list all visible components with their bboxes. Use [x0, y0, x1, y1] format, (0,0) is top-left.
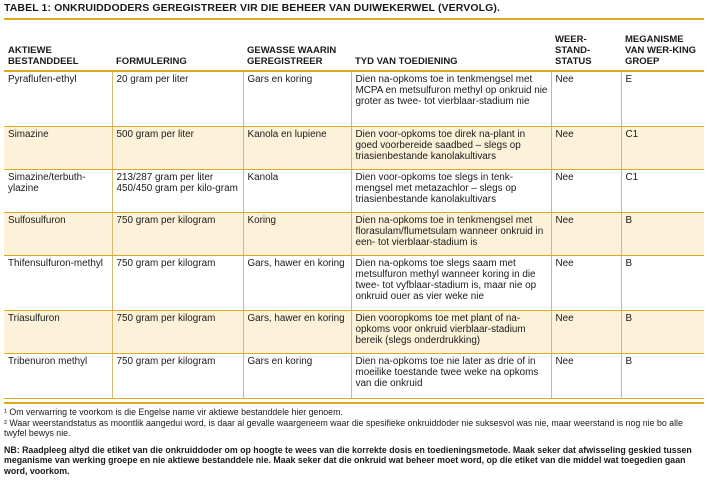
cell-crops: Koring: [243, 212, 351, 255]
cell-crops: Kanola en lupiene: [243, 126, 351, 169]
cell-group: E: [621, 71, 704, 126]
cell-ingredient: Pyraflufen-ethyl: [4, 71, 112, 126]
column-header-formulation: FORMULERING: [112, 20, 243, 71]
column-header-timing: TYD VAN TOEDIENING: [351, 20, 551, 71]
cell-status: Nee: [551, 71, 621, 126]
nb-note: NB: Raadpleeg altyd die etiket van die onkruiddoder om op hoogte te wees van die korrekte dosis en toedieningsmetode. Maak seker dat afwisseling geskied tussen meganisme van werking groepe en nie aktiewe bestanddele nie. Maak seker dat die onkruid wat beheer moet word, op die etiket van die middel wat toegedien gaan word, voorkom.: [4, 444, 692, 476]
table-row: [4, 353, 704, 398]
cell-crops: Kanola: [243, 169, 351, 212]
cell-status: Nee: [551, 353, 621, 398]
cell-ingredient: Tribenuron methyl: [4, 353, 112, 398]
cell-group: C1: [621, 126, 704, 169]
column-header-ingredient: AKTIEWE BESTANDDEEL: [4, 20, 112, 71]
cell-group: C1: [621, 169, 704, 212]
cell-formulation: 213/287 gram per liter 450/450 gram per kilo-gram: [112, 169, 243, 212]
cell-formulation: 500 gram per liter: [112, 126, 243, 169]
table-row: [4, 212, 704, 255]
table-row: [4, 71, 704, 126]
cell-status: Nee: [551, 310, 621, 353]
cell-group: B: [621, 212, 704, 255]
cell-group: B: [621, 310, 704, 353]
herbicide-table-wrapper: [4, 18, 704, 399]
cell-timing: Dien na-opkoms toe in tenkmengsel met florasulam/flumetsulam wanneer onkruid in een- tot vierblaar-stadium is: [351, 212, 551, 255]
cell-timing: Dien na-opkoms toe slegs saam met metsulfuron methyl wanneer koring in die twee- tot vyfblaar-stadium is, maar nie op onkruid ouer as vier weke nie: [351, 255, 551, 310]
column-header-group: MEGANISME VAN WER-KING GROEP: [621, 20, 704, 71]
cell-group: B: [621, 255, 704, 310]
table-row: [4, 310, 704, 353]
cell-crops: Gars en koring: [243, 353, 351, 398]
cell-timing: Dien na-opkoms toe in tenkmengsel met MCPA en metsulfuron methyl op onkruid nie groter as twee- tot vierblaar-stadium nie: [351, 71, 551, 126]
table-header-row: [4, 20, 704, 71]
cell-status: Nee: [551, 126, 621, 169]
table-title: TABEL 1: ONKRUIDDODERS GEREGISTREER VIR DIE BEHEER VAN DUIWEKERWEL (VERVOLG).: [4, 2, 501, 14]
cell-ingredient: Simazine/terbuth-ylazine: [4, 169, 112, 212]
cell-timing: Dien voor-opkoms toe direk na-plant in goed voorbereide saadbed – slegs op triasienbestande kanolakultivars: [351, 126, 551, 169]
table-row: [4, 255, 704, 310]
footnote: ² Waar weerstandstatus as moontlik aangedui word, is daar al gevalle waargeneem waar die spesifieke onkruiddoder nie suksesvol was nie, maar weerstand is nog nie bo alle twyfel bewys nie.: [4, 417, 683, 438]
cell-formulation: 750 gram per kilogram: [112, 353, 243, 398]
cell-crops: Gars en koring: [243, 71, 351, 126]
column-header-status: WEER-STAND-STATUS: [551, 20, 621, 71]
footnotes-section: [4, 402, 704, 476]
table-row: [4, 169, 704, 212]
cell-timing: Dien na-opkoms toe nie later as drie of in moeilike toestande twee weke na opkoms van die onkruid: [351, 353, 551, 398]
cell-status: Nee: [551, 169, 621, 212]
herbicide-table: [4, 20, 704, 399]
cell-crops: Gars, hawer en koring: [243, 255, 351, 310]
cell-formulation: 750 gram per kilogram: [112, 255, 243, 310]
cell-formulation: 750 gram per kilogram: [112, 212, 243, 255]
cell-group: B: [621, 353, 704, 398]
cell-status: Nee: [551, 212, 621, 255]
cell-timing: Dien vooropkoms toe met plant of na-opkoms voor onkruid vierblaar-stadium bereik (slegs onderdrukking): [351, 310, 551, 353]
table-row: [4, 126, 704, 169]
cell-ingredient: Thifensulfuron-methyl: [4, 255, 112, 310]
cell-ingredient: Sulfosulfuron: [4, 212, 112, 255]
footnote: ¹ Om verwarring te voorkom is die Engelse name vir aktiewe bestanddele hier genoem.: [4, 407, 343, 417]
cell-formulation: 750 gram per kilogram: [112, 310, 243, 353]
cell-formulation: 20 gram per liter: [112, 71, 243, 126]
cell-ingredient: Triasulfuron: [4, 310, 112, 353]
cell-crops: Gars, hawer en koring: [243, 310, 351, 353]
cell-status: Nee: [551, 255, 621, 310]
column-header-crops: GEWASSE WAARIN GEREGISTREER: [243, 20, 351, 71]
cell-ingredient: Simazine: [4, 126, 112, 169]
cell-timing: Dien voor-opkoms toe slegs in tenk-mengsel met metazachlor – slegs op triasienbestande kanolakultivars: [351, 169, 551, 212]
